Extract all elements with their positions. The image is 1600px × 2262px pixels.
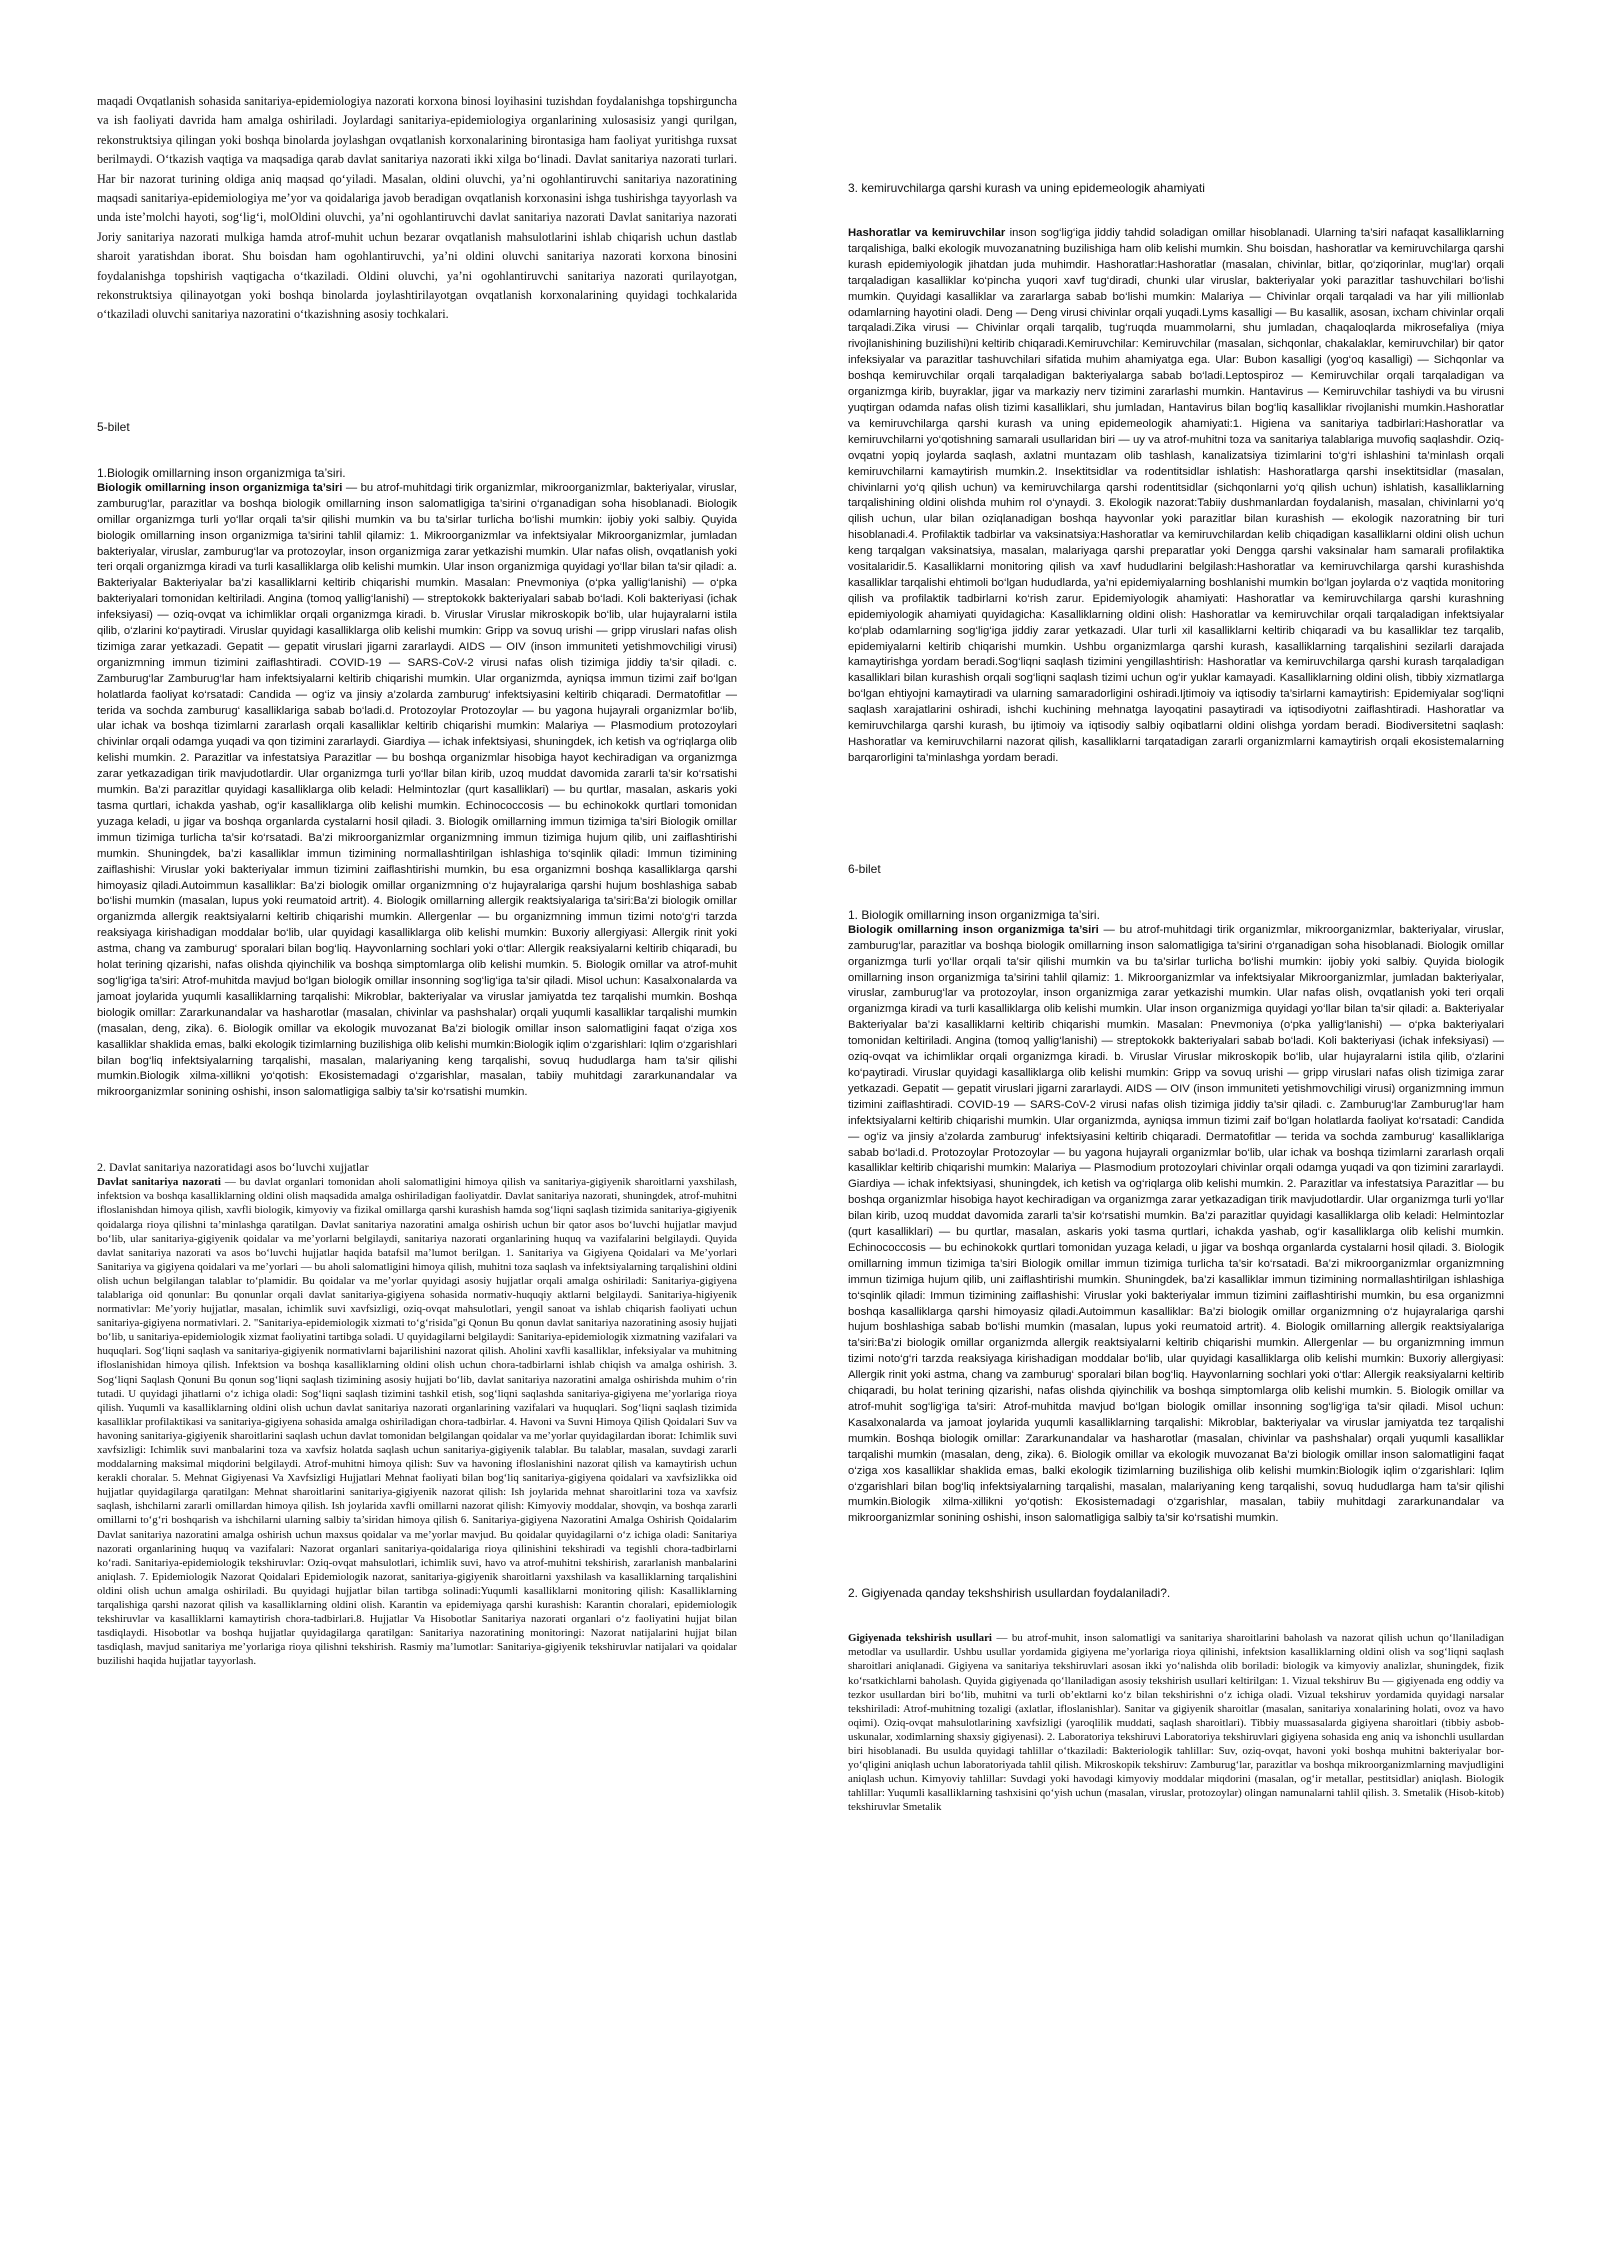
- question-2-lead: Davlat sanitariya nazorati: [97, 1176, 221, 1189]
- left-column: [97, 92, 737, 2172]
- ticket6-question-2-lead: Gigiyenada tekshirish usullari: [848, 1632, 992, 1645]
- ticket6-question-1-text: [848, 923, 1504, 1527]
- spacer: [97, 1101, 737, 1159]
- question-1-lead: Biologik omillarning inson organizmiga ta’siri: [97, 481, 343, 494]
- question-2-text: [97, 1175, 737, 1668]
- spacer: [848, 877, 1504, 907]
- ticket-heading-5: 5-bilet: [97, 419, 130, 434]
- ticket-heading-6: 6-bilet: [848, 861, 881, 876]
- ticket6-question-2-title: 2. Gigiyenada qanday tekshshirish usullardan foydalaniladi?.: [848, 1586, 1171, 1601]
- ticket6-question-1-lead: Biologik omillarning inson organizmiga ta’siri: [848, 923, 1099, 936]
- ticket6-question-2-text: [848, 1631, 1504, 1814]
- question-3-title: 3. kemiruvchilarga qarshi kurash va uning epidemeologik ahamiyati: [848, 181, 1205, 195]
- spacer: [848, 1601, 1504, 1631]
- spacer: [848, 196, 1504, 226]
- spacer: [97, 435, 737, 465]
- right-column: [848, 180, 1504, 2230]
- question-1-text: [97, 481, 737, 1101]
- spacer: [97, 325, 737, 419]
- question-2-title: 2. Davlat sanitariya nazoratidagi asos bo‘luvchi xujjatlar: [97, 1160, 369, 1175]
- question-3-text: [848, 226, 1504, 767]
- intro-paragraph: maqadi Ovqatlanish sohasida sanitariya-epidemiologiya nazorati korxona binosi loyihasini tuzishdan foydalanishga topshirguncha va ish faoliyati davrida ham amalga oshiriladi. Joylardagi sanitariya-epidemiologiya organlarining xulosasisiz yangi qurilgan, rekonstruktsiya qilingan yoki boshqa binolarda joylashgan ovqatlanish korxonalarining birontasiga ham faoliyat yuritishga ruxsat berilmaydi. O‘tkazish vaqtiga va maqsadiga qarab davlat sanitariya nazorati ikki xilga bo‘linadi. Davlat sanitariya nazorati turlari. Har bir nazorat turining oldiga aniq maqsad qo‘yiladi. Masalan, oldini oluvchi, ya’ni ogohlantiruvchi sanitariya nazoratining maqsadi sanitariya-epidemiologiya me’yor va qoidalariga javob beradigan ovqatlanish korxonasini ishga tushirishga tayyorlash va unda iste’molchi hayoti, sog‘lig‘i, molOldini oluvchi, ya’ni ogohlantiruvchi davlat sanitariya nazorati Davlat sanitariya nazorati Joriy sanitariya nazorati mulkiga hamda atrof-muhit uchun bezarar ovqatlanish mahsulotlarini ishlab chiqarish uchun dastlab sharoit yaratishdan iborat. Shu boisdan ham ogohlantiruvchi, ya’ni oldini oluvchi sanitariya nazorati korxona binosini foydalanishga topshirish vaqtigacha o‘tkaziladi. Oldini oluvchi, ya’ni ogohlantiruvchi sanitariya nazorati qurilayotgan, rekonstruktsiya qilinayotgan yoki boshqa binolarda joylashtirilayotgan ovqatlanish korxonalarining quyidagi tochkalarida o‘tkaziladi oluvchi sanitariya nazoratini o‘tkazishning asosiy tochkalari.: [97, 94, 737, 322]
- question-3-body: inson sog‘lig‘iga jiddiy tahdid soladigan omillar hisoblanadi. Ularning ta’siri nafaqat kasalliklarning tarqalishiga, balki ekologik muvozanatning buzilishiga ham olib kelishi mumkin. Shu boisdan, hashoratlar va kemiruvchilarga qarshi kurash epidemiyologik jihatdan juda muhimdir. Hashoratlar:Hashoratlar (masalan, chivinlar, bitlar, qo‘ziqorinlar, mug‘lar) orqali tarqaladigan kasalliklar ko‘pincha yuqori xavf tug‘diradi, chunki ular viruslar, bakteriyalar yoki parazitlar tashuvchilari bo‘lishi mumkin. Quyidagi kasalliklar va zararlarga sabab bo‘lishi mumkin: Malariya — Chivinlar orqali tarqaladi va har yili millionlab odamlarning hayotini oladi. Deng — Deng virusi chivinlar orqali yuqadi.Lyms kasalligi — Bu kasallik, asosan, ixcham chivinlar orqali tarqaladi.Zika virusi — Chivinlar orqali tarqalib, tug‘ruqda muammolarni, shu jumladan, chaqaloqlarda mikrosefaliya (miya rivojlanishining buzilishi)ni keltirib chiqaradi.Kemiruvchilar: Kemiruvchilar (masalan, sichqonlar, chakalaklar, kemiruvchilar) bir qator infeksiyalar va parazitlar tashuvchilari sifatida muhim ahamiyatga ega. Ular: Bubon kasalligi (yog‘oq kasalligi) — Sichqonlar va boshqa kemiruvchilar orqali tarqaladigan bakteriyalarga sabab bo‘ladi.Leptospiroz — Kemiruvchilar orqali tarqaladigan va organizmga kirib, buyraklar, jigar va markaziy nerv tizimini zararlashi mumkin. Hantavirus — Kemiruvchilar tashiydi va bu virusni yuqtirgan odamda nafas olish tizimi kasalliklari, shu jumladan, Hantavirus bilan bog‘liq kasalliklar rivojlanishi mumkin.Hashoratlar va kemiruvchilarga qarshi kurash va uning epidemeologik ahamiyati:1. Higiena va sanitariya tadbirlari:Hashoratlar va kemiruvchilarni yo‘qotishning samarali usullaridan biri — uy va atrof-muhitni toza va sanitariya talablariga muvofiq saqlashdir. Oziq-ovqatni yopiq joylarda saqlash, axlatni muntazam olib tashlash, kanalizatsiya tizimlarini to‘g‘ri ishlashini ta’minlash orqali kemiruvchilarni kamaytirish mumkin.2. Insektitsidlar va rodentitsidlar ishlatish: Hashoratlarga qarshi insektitsidlar (masalan, chivinlarni yo‘q qilish uchun) va kemiruvchilarga qarshi rodentitsidlar (sichqonlarni yo‘q qilish uchun) ishlatish, kasalliklarning tarqalishining oldini olishda muhim rol o‘ynaydi. 3. Ekologik nazorat:Tabiiy dushmanlardan foydalanish, masalan, chivinlarni yo‘q qilish uchun, ular bilan oziqlanadigan boshqa hayvonlar yoki parazitlar bilan kurashish — ekologik nazoratning bir turi hisoblanadi.4. Profilaktik tadbirlar va vaksinatsiya:Hashoratlar va kemiruvchilardan kelib chiqadigan kasalliklarni oldini olish uchun keng tarqalgan vaksinatsiya, masalan, malariyaga qarshi preparatlar yoki Dengga qarshi vaksinalar ham samarali profilaktika vositalaridir.5. Kasalliklarni monitoring qilish va xavf hududlarini belgilash:Hashoratlar va kemiruvchilarga qarshi kurashishda kasalliklar tarqalishi ehtimoli bo‘lgan hududlarda, ya’ni epidemiyalarning boshlanishi mumkin bo‘lgan joylarda o‘z vaqtida monitoring qilish va profilaktik tadbirlarni ko‘rish zarur. Epidemiyologik ahamiyati: Hashoratlar va kemiruvchilarga qarshi kurashning epidemiyologik ahamiyati quyidagicha: Kasalliklarning oldini olish: Hashoratlar va kemiruvchilar orqali tarqaladigan infektsiyalar ko‘plab odamlarning sog‘lig‘iga jiddiy zarar yetkazadi. Ular turli xil kasalliklarni keltirib chiqaradi va bu kasalliklar tez tarqalib, epidemiyalarni keltirib chiqarishi mumkin. Ushbu organizmlarga qarshi kurash, kasalliklarning tarqalishini sezilarli darajada kamaytirishga yordam beradi.Sog‘liqni saqlash tizimini yengillashtirish: Hashoratlar va kemiruvchilarga qarshi kurash tarqaladigan kasalliklari bilan kurashish orqali sog‘liqni saqlash tizimi uchun og‘ir yuklar kamayadi. Kasalliklarning oldini olish, tibbiy xizmatlarga bo‘lgan ehtiyojni kamaytiradi va ularning samaradorligini oshiradi.Ijtimoiy va iqtisodiy ta’sirlarni kamaytirish: Epidemiyalar sog‘liqni saqlash xarajatlarini oshiradi, ishchi kuchining mehnatga layoqatini pasaytiradi va iqtisodiyotni zaiflashtiradi. Hashoratlar va kemiruvchilarga qarshi kurash, bu ijtimoiy va iqtisodiy salbiy oqibatlarni oldini olishga yordam beradi. Biodiversitetni saqlash: Hashoratlar va kemiruvchilarni nazorat qilish, kasalliklarni tarqatadigan zararli organizmlarni kamaytirish orqali ekosistemalarning barqarorligini ta’minlashga yordam beradi.: [848, 227, 1504, 764]
- ticket6-question-1-title: 1. Biologik omillarning inson organizmiga ta’siri.: [848, 907, 1100, 922]
- ticket6-question-2-body: — bu atrof-muhit, inson salomatligi va sanitariya sharoitlarini baholash va nazorat qilish uchun qo‘llaniladigan metodlar va usullardir. Ushbu usullar yordamida gigiyena me’yorlariga rioya qilinishi, infektsion kasalliklarning oldini olish va sog‘liqni saqlash sharoitlari aniqlanadi. Gigiyena va sanitariya tekshiruvlari asosan ikki yo‘nalishda olib boriladi: biologik va kimyoviy analizlar, shuningdek, fizik ko‘rsatkichlarni baholash. Quyida gigiyenada qo‘llaniladigan asosiy tekshirish usullari keltirilgan: 1. Vizual tekshiruv Bu — gigiyenada eng oddiy va tezkor usullardan biri bo‘lib, muhitni va turli ob’ektlarni ko‘z bilan tekshirishni o‘z ichiga oladi. Vizual tekshiruv yordamida quyidagi narsalar tekshiriladi: Atrof-muhitning tozaligi (axlatlar, ifloslanishlar). Sanitar va gigiyenik sharoitlar (masalan, sanitariya xonalarining holati, ovoz va havo oqimi). Oziq-ovqat mahsulotlarining xavfsizligi (yaroqlilik muddati, saqlash sharoitlari). Tibbiy muassasalarda gigiyena sharoitlari (tibbiy asbob-uskunalar, xodimlarning shaxsiy gigiyenasi). 2. Laboratoriya tekshiruvi Laboratoriya tekshiruvlari gigiyena sohasida eng aniq va ishonchli usullardan biri hisoblanadi. Bu usulda quyidagi tahlillar o‘tkaziladi: Bakteriologik tahlillar: Suv, oziq-ovqat, havoni yoki boshqa muhitni bakteriyalar bor-yo‘qligini aniqlash uchun laboratoriyada tahlil qilish. Mikroskopik tekshiruv: Zamburug‘lar, parazitlar va boshqa mikroorganizmlarning mavjudligini aniqlash uchun. Kimyoviy tahlillar: Suvdagi yoki havodagi kimyoviy moddalar miqdorini (masalan, og‘ir metallar, pestitsidlar) aniqlash. Biologik tahlillar: Yuqumli kasalliklarning tashxisini qo‘yish uchun (masalan, viruslar, protozoylar) olingan namunalarni tahlil qilish. 3. Smetalik (Hisob-kitob) tekshiruvlar Smetalik: [848, 1632, 1504, 1814]
- question-2-body: — bu davlat organlari tomonidan aholi salomatligini himoya qilish va sanitariya-gigiyenik sharoitlarni yaxshilash, infektsion va boshqa kasalliklarning oldini olish maqsadida amalga oshiriladigan faoliyatdir. Davlat sanitariya nazorati, shuningdek, atrof-muhitni ifloslanishdan himoya qilish, xavfli biologik, kimyoviy va fizikal omillarga qarshi kurashish hamda sog‘liqni saqlash tizimida sanitariya-gigiyenik qoidalarga rioya qilishni ta’minlashga qaratilgan. Davlat sanitariya nazoratini amalga oshirish uchun bir qator asos bo‘luvchi hujjatlar mavjud bo‘lib, ular sanitariya-gigiyenik qoidalar va me’yorlarni belgilaydi, sanitariya nazorati organlarining huquq va vazifalarini belgilaydi. Quyida davlat sanitariya nazorati va asos bo‘luvchi hujjatlar haqida batafsil ma’lumot berilgan. 1. Sanitariya va Gigiyena Qoidalari va Me’yorlari Sanitariya va gigiyena qoidalari va me’yorlari — bu aholi salomatligini himoya qilish, muhitni toza saqlash va infektsiyalarning tarqalishini oldini olish uchun belgilangan talablar to‘plamidir. Bu qoidalar va me’yorlar quyidagi asosiy hujjatlar orqali amalga oshiriladi: Sanitariya-gigiyena talablariga oid qonunlar: Bu qonunlar orqali davlat sanitariya-gigiyena sohasida normativ-huquqiy aktlarni belgilaydi. Sanitariya-higiyenik normativlar: Me’yoriy hujjatlar, masalan, ichimlik suvi xavfsizligi, oziq-ovqat mahsulotlari, yengil sanoat va ishlab chiqarish faoliyati uchun sanitariya-gigiyena normativlari. 2. "Sanitariya-epidemiologik xizmati to‘g‘risida"gi Qonun Bu qonun davlat sanitariya nazoratining asosiy hujjati bo‘lib, u sanitariya-epidemiologik xizmat faoliyatini tartibga soladi. U quyidagilarni belgilaydi: Sanitariya-epidemiologik xizmatning vazifalari va huquqlari. Sog‘liqni saqlash va sanitariya-gigiyenik normativlarni bajarilishini nazorat qilish. Aholini xavfli kasalliklar, infeksiyalar va muhitning ifloslanishidan himoya qilish. Infektsion va boshqa kasalliklarning oldini olish uchun chora-tadbirlarni ishlab chiqish va amalga oshirish. 3. Sog‘liqni Saqlash Qonuni Bu qonun sog‘liqni saqlash tizimining asosiy hujjati bo‘lib, davlat sanitariya nazoratini amalga oshirishda muhim o‘rin tutadi. U quyidagi jihatlarni o‘z ichiga oladi: Sog‘liqni saqlash tizimini tashkil etish, sog‘liqni saqlashda sanitariya-gigiyena me’yorlariga rioya qilish. Yuqumli va kasalliklarning oldini olish uchun davlat sanitariya nazorati organlarining vazifalari va huquqlari. Sog‘liqni saqlash tizimida kasalliklar profilaktikasi va sanitariya-gigiyena sohasida amalga oshiriladigan chora-tadbirlar. 4. Havoni va Suvni Himoya Qilish Qoidalari Suv va havoning sanitariya-gigiyenik sharoitlarini saqlash uchun davlat tomonidan belgilangan qoidalar va me’yorlar quyidagilardan iborat: Ichimlik suvi xavfsizligi: Ichimlik suvi manbalarini toza va xavfsiz holatda saqlash uchun sanitariya-gigiyenik talablar. Bu talablar, masalan, suvdagi zararli moddalarning maksimal miqdorini belgilaydi. Atrof-muhitni himoya qilish: Suv va havoning ifloslanishini nazorat qilish va kamaytirish uchun kerakli choralar. 5. Mehnat Gigiyenasi Va Xavfsizligi Hujjatlari Mehnat faoliyati bilan bog‘liq sanitariya-gigiyena qoidalari va xavfsizlikka oid hujjatlar quyidagilarga qaratilgan: Mehnat sharoitlarini sanitariya-gigiyenik nazorat qilish: Ish joylarida mehnat sharoitlarini toza va xavfsiz saqlash, ishchilarni zararli omillardan himoya qilish. Ish joylarida xavfli omillarni nazorat qilish: Kimyoviy moddalar, shovqin, va boshqa zararli omillarni to‘g‘ri boshqarish va ishchilarni ularning salbiy ta’siridan himoya qilish 6. Sanitariya-gigiyena Nazoratini Amalga Oshirish Qoidalarim Davlat sanitariya nazoratini amalga oshirish uchun maxsus qoidalar va me’yorlar mavjud. Bu qoidalar quyidagilarni o‘z ichiga oladi: Sanitariya nazorati organlarining huquq va vazifalari: Nazorat organlari sanitariya-qoidalariga rioya qilinishini tekshiradi va tegishli chora-tadbirlarni ko‘radi. Sanitariya-epidemiologik tekshiruvlar: Oziq-ovqat mahsulotlari, ichimlik suvi, havo va atrof-muhitni tekshirish, zararlanish manbalarini aniqlash. 7. Epidemiologik Nazorat Qoidalari Epidemiologik nazorat, sanitariya-gigiyenik sharoitlarni yaxshilash va kasalliklarning tarqalishini oldini olish uchun amalga oshiriladi. Bu quyidagi hujjatlar bilan tartibga solinadi:Yuqumli kasalliklarni monitoring qilish: Kasalliklarning tarqalishiga qarshi nazorat qilish va kasalliklarning oldini olish. Karantin va epidemiyaga qarshi kurashish: Karantin choralari, epidemiologik tekshiruvlar va kasalliklarni kamaytirish chora-tadbirlari.8. Hujjatlar Va Hisobotlar Sanitariya nazorati organlari o‘z faoliyatini hujjat bilan tasdiqlaydi. Hisobotlar va boshqa hujjatlar quyidagilarga qaratilgan: Sanitariya nazoratining monitoringi: Nazorat natijalarini hujjat bilan tasdiqlash, mavjud sanitariya me’yorlariga rioya qilishni tekshirish. Rasmiy ma’lumotlar: Sanitariya-gigiyenik tekshiruvlar natijalari va qoidalar buzilishi haqida hujjatlar tayyorlash.: [97, 1176, 737, 1668]
- question-3-lead: Hashoratlar va kemiruvchilar: [848, 227, 1006, 239]
- ticket6-question-1-body: — bu atrof-muhitdagi tirik organizmlar, mikroorganizmlar, bakteriyalar, viruslar, zamburug‘lar, parazitlar va boshqa biologik omillarning inson salomatligiga ta’sirini o‘rganadigan soha hisoblanadi. Biologik omillar organizmga turli yo‘llar orqali ta’sir qilishi mumkin va bu ta’sirlar turlicha bo‘lishi mumkin: ijobiy yoki salbiy. Quyida biologik omillarning inson organizmiga ta’sirini tahlil qilamiz: 1. Mikroorganizmlar va infektsiyalar Mikroorganizmlar, jumladan bakteriyalar, viruslar, zamburug‘lar va protozoylar, inson organizmiga zarar yetkazishi mumkin. Ular nafas olish, ovqatlanish yoki teri orqali organizmga kiradi va turli kasalliklarga olib kelishi mumkin. Ular inson organizmiga quyidagi yo‘llar bilan ta’sir qiladi: a. Bakteriyalar Bakteriyalar ba’zi kasalliklarni keltirib chiqarishi mumkin. Masalan: Pnevmoniya (o‘pka yallig‘lanishi) — o‘pka bakteriyalari tomonidan keltiriladi. Angina (tomoq yallig‘lanishi) — streptokokk bakteriyalari sabab bo‘ladi. Koli bakteriyasi (ichak infeksiyasi) — oziq-ovqat va ichimliklar orqali organizmga kiradi. b. Viruslar Viruslar mikroskopik bo‘lib, ular hujayralarni istila qilib, o‘zlarini ko‘paytiradi. Viruslar quyidagi kasalliklarga olib kelishi mumkin: Gripp va sovuq urishi — gripp viruslari nafas olish tizimiga zarar yetkazadi. Gepatit — gepatit viruslari jigarni zararlaydi. AIDS — OIV (inson immuniteti yetishmovchiligi virusi) organizmning immun tizimini zaiflashtiradi. COVID-19 — SARS-CoV-2 virusi nafas olish tizimiga jiddiy ta’sir qiladi. c. Zamburug‘lar Zamburug‘lar ham infektsiyalarni keltirib chiqarishi mumkin. Ular organizmda, ayniqsa immun tizimi zaif bo‘lgan holatlarda faoliyat ko‘rsatadi: Candida — og‘iz va jinsiy a’zolarda zamburug‘ infektsiyasini keltirib chiqaradi. Dermatofitlar — terida va sochda zamburug‘ kasalliklariga sabab bo‘ladi.d. Protozoylar Protozoylar — bu yagona hujayrali organizmlar bo‘lib, ular ichak va boshqa tizimlarni zararlash orqali kasalliklar keltirib chiqarishi mumkin: Malariya — Plasmodium protozoylari chivinlar orqali odamga yuqadi va qon tizimini zararlaydi. Giardiya — ichak infektsiyasi, shuningdek, ich ketish va og‘riqlarga olib kelishi mumkin. 2. Parazitlar va infestatsiya Parazitlar — bu boshqa organizmlar hisobiga hayot kechiradigan va organizmga zarar yetkazadigan tirik mavjudotlardir. Ular organizmga turli yo‘llar bilan kirib, uzoq muddat davomida zararli ta’sir ko‘rsatishi mumkin. Ba’zi parazitlar quyidagi kasalliklarga olib keladi: Helmintozlar (qurt kasalliklari) — bu qurtlar, masalan, askaris yoki tasma qurtlari, ichakda yashab, og‘ir kasalliklarga olib kelishi mumkin. Echinococcosis — bu echinokokk qurtlari tomonidan yuzaga keladi, u jigar va boshqa organlarda cystalarni hosil qiladi. 3. Biologik omillarning immun tizimiga ta’siri Biologik omillar immun tizimiga turlicha ta’sir ko‘rsatadi. Ba’zi mikroorganizmlar organizmning immun tizimiga hujum qilib, uni zaiflashtirishi mumkin. Shuningdek, ba’zi kasalliklar immun tizimining normallashtirilgan ishlashiga to‘sqinlik qiladi: Immun tizimining zaiflashishi: Viruslar yoki bakteriyalar immun tizimini zaiflashtirishi mumkin, bu esa organizmni boshqa kasalliklarga qarshi himoyasiz qiladi.Autoimmun kasalliklar: Ba’zi biologik omillar organizmning o‘z hujayralariga qarshi hujum boshlashiga sabab bo‘lishi mumkin (masalan, lupus yoki reumatoid artrit). 4. Biologik omillarning allergik reaktsiyalariga ta’siri:Ba’zi biologik omillar organizmda allergik reaktsiyalarni keltirib chiqarishi mumkin. Allergenlar — bu organizmning immun tizimi noto‘g‘ri tarzda reaksiyaga kirishadigan moddalar bo‘lib, ular quyidagi kasalliklarga olib kelishi mumkin: Buxoriy allergiyasi: Allergik rinit yoki astma, chang va zamburug‘ sporalari bilan bog‘liq. Hayvonlarning sochlari yoki o‘tlar: Allergik reaksiyalarni keltirib chiqaradi, bu holat terining qizarishi, nafas olishda qiyinchilik va boshqa simptomlarga olib kelishi mumkin. 5. Biologik omillar va atrof-muhit sog‘lig‘iga ta’siri: Atrof-muhitda mavjud bo‘lgan biologik omillar insonning sog‘lig‘iga ta’sir qiladi. Misol uchun: Kasalxonalarda va jamoat joylarida yuqumli kasalliklarning tarqalishi: Mikroblar, bakteriyalar va viruslar jamiyatda tez tarqalishi mumkin. Boshqa biologik omillar: Zararkunandalar va hasharotlar (masalan, chivinlar va pashshalar) orqali yuqumli kasalliklar tarqalishi mumkin (masalan, deng, zika). 6. Biologik omillar va ekologik muvozanat Ba’zi biologik omillar inson salomatligini faqat o‘ziga xos kasalliklar shaklida emas, balki ekologik tizimlarning buzilishiga olib kelishi mumkin:Biologik iqlim o‘zgarishlari: Iqlim o‘zgarishlari bilan bog‘liq infektsiyalarning tarqalishi, masalan, malariyaning keng tarqalishi, sovuq hududlarga ham ta’sir qilishi mumkin.Biologik xilma-xillikni yo‘qotish: Ekosistemadagi o‘zgarishlar, masalan, tabiiy muhitdagi zararkunandalar va mikroorganizmlar sonining oshishi, inson salomatligiga salbiy ta’sir ko‘rsatishi mumkin.: [848, 923, 1504, 1525]
- spacer: [848, 767, 1504, 861]
- spacer: [848, 1527, 1504, 1585]
- question-1-title: 1.Biologik omillarning inson organizmiga ta’siri.: [97, 465, 346, 480]
- question-1-body: — bu atrof-muhitdagi tirik organizmlar, mikroorganizmlar, bakteriyalar, viruslar, zamburug‘lar, parazitlar va boshqa biologik omillarning inson salomatligiga ta’sirini o‘rganadigan soha hisoblanadi. Biologik omillar organizmga turli yo‘llar orqali ta’sir qilishi mumkin va bu ta’sirlar turlicha bo‘lishi mumkin: ijobiy yoki salbiy. Quyida biologik omillarning inson organizmiga ta’sirini tahlil qilamiz: 1. Mikroorganizmlar va infektsiyalar Mikroorganizmlar, jumladan bakteriyalar, viruslar, zamburug‘lar va protozoylar, inson organizmiga zarar yetkazishi mumkin. Ular nafas olish, ovqatlanish yoki teri orqali organizmga kiradi va turli kasalliklarga olib kelishi mumkin. Ular inson organizmiga quyidagi yo‘llar bilan ta’sir qiladi: a. Bakteriyalar Bakteriyalar ba’zi kasalliklarni keltirib chiqarishi mumkin. Masalan: Pnevmoniya (o‘pka yallig‘lanishi) — o‘pka bakteriyalari tomonidan keltiriladi. Angina (tomoq yallig‘lanishi) — streptokokk bakteriyalari sabab bo‘ladi. Koli bakteriyasi (ichak infeksiyasi) — oziq-ovqat va ichimliklar orqali organizmga kiradi. b. Viruslar Viruslar mikroskopik bo‘lib, ular hujayralarni istila qilib, o‘zlarini ko‘paytiradi. Viruslar quyidagi kasalliklarga olib kelishi mumkin: Gripp va sovuq urishi — gripp viruslari nafas olish tizimiga zarar yetkazadi. Gepatit — gepatit viruslari jigarni zararlaydi. AIDS — OIV (inson immuniteti yetishmovchiligi virusi) organizmning immun tizimini zaiflashtiradi. COVID-19 — SARS-CoV-2 virusi nafas olish tizimiga jiddiy ta’sir qiladi. c. Zamburug‘lar Zamburug‘lar ham infektsiyalarni keltirib chiqarishi mumkin. Ular organizmda, ayniqsa immun tizimi zaif bo‘lgan holatlarda faoliyat ko‘rsatadi: Candida — og‘iz va jinsiy a’zolarda zamburug‘ infektsiyasini keltirib chiqaradi. Dermatofitlar — terida va sochda zamburug‘ kasalliklariga sabab bo‘ladi.d. Protozoylar Protozoylar — bu yagona hujayrali organizmlar bo‘lib, ular ichak va boshqa tizimlarni zararlash orqali kasalliklar keltirib chiqarishi mumkin: Malariya — Plasmodium protozoylari chivinlar orqali odamga yuqadi va qon tizimini zararlaydi. Giardiya — ichak infektsiyasi, shuningdek, ich ketish va og‘riqlarga olib kelishi mumkin. 2. Parazitlar va infestatsiya Parazitlar — bu boshqa organizmlar hisobiga hayot kechiradigan va organizmga zarar yetkazadigan tirik mavjudotlardir. Ular organizmga turli yo‘llar bilan kirib, uzoq muddat davomida zararli ta’sir ko‘rsatishi mumkin. Ba’zi parazitlar quyidagi kasalliklarga olib keladi: Helmintozlar (qurt kasalliklari) — bu qurtlar, masalan, askaris yoki tasma qurtlari, ichakda yashab, og‘ir kasalliklarga olib kelishi mumkin. Echinococcosis — bu echinokokk qurtlari tomonidan yuzaga keladi, u jigar va boshqa organlarda cystalarni hosil qiladi. 3. Biologik omillarning immun tizimiga ta’siri Biologik omillar immun tizimiga turlicha ta’sir ko‘rsatadi. Ba’zi mikroorganizmlar organizmning immun tizimiga hujum qilib, uni zaiflashtirishi mumkin. Shuningdek, ba’zi kasalliklar immun tizimining normallashtirilgan ishlashiga to‘sqinlik qiladi: Immun tizimining zaiflashishi: Viruslar yoki bakteriyalar immun tizimini zaiflashtirishi mumkin, bu esa organizmni boshqa kasalliklarga qarshi himoyasiz qiladi.Autoimmun kasalliklar: Ba’zi biologik omillar organizmning o‘z hujayralariga qarshi hujum boshlashiga sabab bo‘lishi mumkin (masalan, lupus yoki reumatoid artrit). 4. Biologik omillarning allergik reaktsiyalariga ta’siri:Ba’zi biologik omillar organizmda allergik reaktsiyalarni keltirib chiqarishi mumkin. Allergenlar — bu organizmning immun tizimi noto‘g‘ri tarzda reaksiyaga kirishadigan moddalar bo‘lib, ular quyidagi kasalliklarga olib kelishi mumkin: Buxoriy allergiyasi: Allergik rinit yoki astma, chang va zamburug‘ sporalari bilan bog‘liq. Hayvonlarning sochlari yoki o‘tlar: Allergik reaksiyalarni keltirib chiqaradi, bu holat terining qizarishi, nafas olishda qiyinchilik va boshqa simptomlarga olib kelishi mumkin. 5. Biologik omillar va atrof-muhit sog‘lig‘iga ta’siri: Atrof-muhitda mavjud bo‘lgan biologik omillar insonning sog‘lig‘iga ta’sir qiladi. Misol uchun: Kasalxonalarda va jamoat joylarida yuqumli kasalliklarning tarqalishi: Mikroblar, bakteriyalar va viruslar jamiyatda tez tarqalishi mumkin. Boshqa biologik omillar: Zararkunandalar va hasharotlar (masalan, chivinlar va pashshalar) orqali yuqumli kasalliklar tarqalishi mumkin (masalan, deng, zika). 6. Biologik omillar va ekologik muvozanat Ba’zi biologik omillar inson salomatligini faqat o‘ziga xos kasalliklar shaklida emas, balki ekologik tizimlarning buzilishiga olib kelishi mumkin:Biologik iqlim o‘zgarishlari: Iqlim o‘zgarishlari bilan bog‘liq infektsiyalarning tarqalishi, masalan, malariyaning keng tarqalishi, sovuq hududlarga ham ta’sir qilishi mumkin.Biologik xilma-xillikni yo‘qotish: Ekosistemadagi o‘zgarishlar, masalan, tabiiy muhitdagi zararkunandalar va mikroorganizmlar sonining oshishi, inson salomatligiga salbiy ta’sir ko‘rsatishi mumkin.: [97, 481, 737, 1099]
